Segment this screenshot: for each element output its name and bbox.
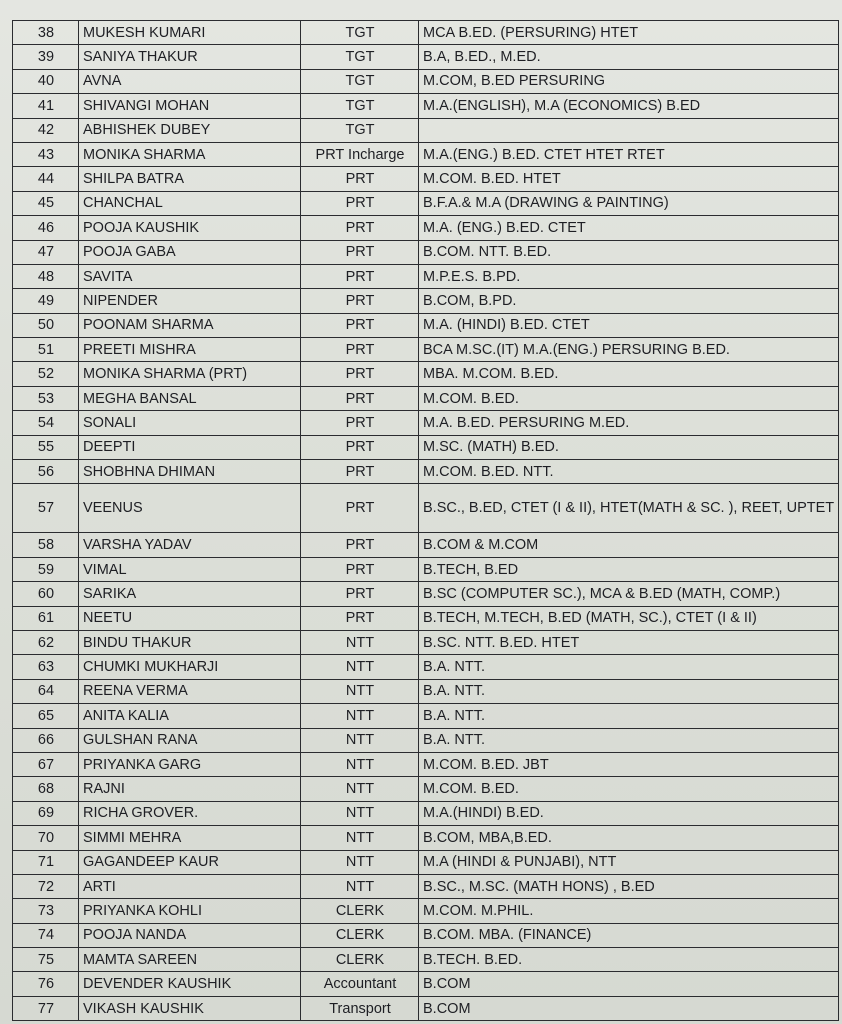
table-row — [13, 362, 839, 386]
qualification-cell: B.TECH. B.ED. — [419, 948, 839, 972]
qualification-cell: M.A. (ENG.) B.ED. CTET — [419, 216, 839, 240]
post-cell: PRT — [301, 313, 419, 337]
table-row — [13, 850, 839, 874]
qualification-cell: BCA M.SC.(IT) M.A.(ENG.) PERSURING B.ED. — [419, 338, 839, 362]
table-row — [13, 777, 839, 801]
serial-number-cell: 44 — [13, 167, 79, 191]
staff-name-cell: POOJA GABA — [79, 240, 301, 264]
post-cell: NTT — [301, 679, 419, 703]
post-cell: PRT — [301, 557, 419, 581]
table-row — [13, 557, 839, 581]
post-cell: PRT — [301, 167, 419, 191]
table-row — [13, 704, 839, 728]
staff-name-cell: PRIYANKA KOHLI — [79, 899, 301, 923]
qualification-cell: MBA. M.COM. B.ED. — [419, 362, 839, 386]
qualification-cell: M.COM. B.ED. NTT. — [419, 460, 839, 484]
post-cell: PRT — [301, 240, 419, 264]
table-row — [13, 69, 839, 93]
qualification-cell: B.COM. NTT. B.ED. — [419, 240, 839, 264]
table-row — [13, 899, 839, 923]
post-cell: NTT — [301, 801, 419, 825]
qualification-cell: B.SC., B.ED, CTET (I & II), HTET(MATH & SC. ), REET, UPTET — [419, 484, 839, 533]
serial-number-cell: 48 — [13, 264, 79, 288]
qualification-cell: M.COM, B.ED PERSURING — [419, 69, 839, 93]
serial-number-cell: 75 — [13, 948, 79, 972]
serial-number-cell: 57 — [13, 484, 79, 533]
table-row — [13, 386, 839, 410]
staff-name-cell: ABHISHEK DUBEY — [79, 118, 301, 142]
qualification-cell: M.SC. (MATH) B.ED. — [419, 435, 839, 459]
qualification-cell: B.COM, B.PD. — [419, 289, 839, 313]
staff-name-cell: ARTI — [79, 874, 301, 898]
post-cell: TGT — [301, 69, 419, 93]
post-cell: PRT — [301, 216, 419, 240]
serial-number-cell: 77 — [13, 996, 79, 1020]
post-cell: NTT — [301, 850, 419, 874]
staff-name-cell: MONIKA SHARMA — [79, 142, 301, 166]
serial-number-cell: 54 — [13, 411, 79, 435]
table-row — [13, 411, 839, 435]
serial-number-cell: 76 — [13, 972, 79, 996]
serial-number-cell: 50 — [13, 313, 79, 337]
staff-name-cell: DEEPTI — [79, 435, 301, 459]
staff-name-cell: GULSHAN RANA — [79, 728, 301, 752]
serial-number-cell: 51 — [13, 338, 79, 362]
table-row — [13, 167, 839, 191]
post-cell: TGT — [301, 94, 419, 118]
serial-number-cell: 72 — [13, 874, 79, 898]
qualification-cell: B.COM — [419, 972, 839, 996]
qualification-cell: M.COM. B.ED. JBT — [419, 752, 839, 776]
table-row — [13, 826, 839, 850]
post-cell: PRT — [301, 460, 419, 484]
staff-name-cell: CHANCHAL — [79, 191, 301, 215]
staff-table-body — [13, 21, 839, 1021]
staff-name-cell: VEENUS — [79, 484, 301, 533]
table-row — [13, 45, 839, 69]
post-cell: TGT — [301, 118, 419, 142]
table-row — [13, 216, 839, 240]
serial-number-cell: 42 — [13, 118, 79, 142]
qualification-cell: B.SC (COMPUTER SC.), MCA & B.ED (MATH, COMP.) — [419, 582, 839, 606]
serial-number-cell: 65 — [13, 704, 79, 728]
qualification-cell: M.COM. B.ED. HTET — [419, 167, 839, 191]
serial-number-cell: 60 — [13, 582, 79, 606]
table-row — [13, 582, 839, 606]
qualification-cell: M.A.(ENGLISH), M.A (ECONOMICS) B.ED — [419, 94, 839, 118]
post-cell: PRT — [301, 362, 419, 386]
table-row — [13, 801, 839, 825]
serial-number-cell: 71 — [13, 850, 79, 874]
post-cell: PRT Incharge — [301, 142, 419, 166]
staff-name-cell: RICHA GROVER. — [79, 801, 301, 825]
table-row — [13, 460, 839, 484]
qualification-cell: B.SC. NTT. B.ED. HTET — [419, 630, 839, 654]
serial-number-cell: 38 — [13, 21, 79, 45]
serial-number-cell: 61 — [13, 606, 79, 630]
staff-name-cell: NIPENDER — [79, 289, 301, 313]
post-cell: Transport — [301, 996, 419, 1020]
table-row — [13, 533, 839, 557]
qualification-cell: M.P.E.S. B.PD. — [419, 264, 839, 288]
qualification-cell: M.COM. B.ED. — [419, 777, 839, 801]
post-cell: PRT — [301, 411, 419, 435]
qualification-cell: B.A. NTT. — [419, 679, 839, 703]
serial-number-cell: 62 — [13, 630, 79, 654]
staff-name-cell: POOJA KAUSHIK — [79, 216, 301, 240]
table-row — [13, 435, 839, 459]
staff-name-cell: REENA VERMA — [79, 679, 301, 703]
serial-number-cell: 73 — [13, 899, 79, 923]
table-row — [13, 874, 839, 898]
table-row — [13, 289, 839, 313]
staff-name-cell: VARSHA YADAV — [79, 533, 301, 557]
post-cell: PRT — [301, 435, 419, 459]
serial-number-cell: 39 — [13, 45, 79, 69]
staff-name-cell: MUKESH KUMARI — [79, 21, 301, 45]
serial-number-cell: 47 — [13, 240, 79, 264]
table-row — [13, 264, 839, 288]
staff-name-cell: POOJA NANDA — [79, 923, 301, 947]
table-row — [13, 752, 839, 776]
qualification-cell: B.COM. MBA. (FINANCE) — [419, 923, 839, 947]
post-cell: CLERK — [301, 899, 419, 923]
staff-name-cell: SHOBHNA DHIMAN — [79, 460, 301, 484]
post-cell: PRT — [301, 582, 419, 606]
qualification-cell: B.TECH, B.ED — [419, 557, 839, 581]
table-row — [13, 94, 839, 118]
staff-table — [12, 20, 839, 1021]
serial-number-cell: 53 — [13, 386, 79, 410]
serial-number-cell: 41 — [13, 94, 79, 118]
serial-number-cell: 46 — [13, 216, 79, 240]
table-row — [13, 923, 839, 947]
post-cell: PRT — [301, 289, 419, 313]
serial-number-cell: 70 — [13, 826, 79, 850]
staff-name-cell: VIMAL — [79, 557, 301, 581]
staff-name-cell: SHILPA BATRA — [79, 167, 301, 191]
staff-name-cell: CHUMKI MUKHARJI — [79, 655, 301, 679]
post-cell: NTT — [301, 655, 419, 679]
qualification-cell: B.A. NTT. — [419, 728, 839, 752]
qualification-cell: B.SC., M.SC. (MATH HONS) , B.ED — [419, 874, 839, 898]
table-row — [13, 240, 839, 264]
serial-number-cell: 58 — [13, 533, 79, 557]
table-row — [13, 606, 839, 630]
post-cell: PRT — [301, 386, 419, 410]
staff-name-cell: SAVITA — [79, 264, 301, 288]
staff-name-cell: SARIKA — [79, 582, 301, 606]
post-cell: NTT — [301, 704, 419, 728]
qualification-cell: B.COM — [419, 996, 839, 1020]
qualification-cell — [419, 118, 839, 142]
post-cell: Accountant — [301, 972, 419, 996]
table-row — [13, 21, 839, 45]
qualification-cell: M.COM. M.PHIL. — [419, 899, 839, 923]
post-cell: PRT — [301, 484, 419, 533]
table-row — [13, 728, 839, 752]
post-cell: NTT — [301, 630, 419, 654]
serial-number-cell: 59 — [13, 557, 79, 581]
post-cell: CLERK — [301, 923, 419, 947]
serial-number-cell: 56 — [13, 460, 79, 484]
qualification-cell: M.A. (HINDI) B.ED. CTET — [419, 313, 839, 337]
serial-number-cell: 63 — [13, 655, 79, 679]
post-cell: PRT — [301, 606, 419, 630]
serial-number-cell: 68 — [13, 777, 79, 801]
table-row — [13, 972, 839, 996]
table-row — [13, 679, 839, 703]
post-cell: CLERK — [301, 948, 419, 972]
serial-number-cell: 49 — [13, 289, 79, 313]
qualification-cell: B.TECH, M.TECH, B.ED (MATH, SC.), CTET (I & II) — [419, 606, 839, 630]
serial-number-cell: 69 — [13, 801, 79, 825]
table-row — [13, 338, 839, 362]
post-cell: NTT — [301, 777, 419, 801]
staff-name-cell: DEVENDER KAUSHIK — [79, 972, 301, 996]
table-row — [13, 191, 839, 215]
qualification-cell: B.F.A.& M.A (DRAWING & PAINTING) — [419, 191, 839, 215]
qualification-cell: B.A. NTT. — [419, 655, 839, 679]
serial-number-cell: 43 — [13, 142, 79, 166]
staff-name-cell: BINDU THAKUR — [79, 630, 301, 654]
post-cell: TGT — [301, 21, 419, 45]
qualification-cell: B.A, B.ED., M.ED. — [419, 45, 839, 69]
staff-name-cell: ANITA KALIA — [79, 704, 301, 728]
table-row — [13, 118, 839, 142]
post-cell: TGT — [301, 45, 419, 69]
qualification-cell: M.A (HINDI & PUNJABI), NTT — [419, 850, 839, 874]
staff-name-cell: VIKASH KAUSHIK — [79, 996, 301, 1020]
post-cell: NTT — [301, 752, 419, 776]
table-row — [13, 142, 839, 166]
qualification-cell: M.A.(ENG.) B.ED. CTET HTET RTET — [419, 142, 839, 166]
serial-number-cell: 52 — [13, 362, 79, 386]
serial-number-cell: 64 — [13, 679, 79, 703]
qualification-cell: B.A. NTT. — [419, 704, 839, 728]
serial-number-cell: 74 — [13, 923, 79, 947]
serial-number-cell: 45 — [13, 191, 79, 215]
qualification-cell: M.COM. B.ED. — [419, 386, 839, 410]
table-row — [13, 655, 839, 679]
staff-name-cell: SONALI — [79, 411, 301, 435]
qualification-cell: MCA B.ED. (PERSURING) HTET — [419, 21, 839, 45]
staff-name-cell: MONIKA SHARMA (PRT) — [79, 362, 301, 386]
serial-number-cell: 55 — [13, 435, 79, 459]
staff-name-cell: RAJNI — [79, 777, 301, 801]
qualification-cell: B.COM & M.COM — [419, 533, 839, 557]
table-row — [13, 313, 839, 337]
table-row — [13, 484, 839, 533]
post-cell: PRT — [301, 191, 419, 215]
post-cell: PRT — [301, 264, 419, 288]
table-row — [13, 948, 839, 972]
staff-name-cell: MAMTA SAREEN — [79, 948, 301, 972]
post-cell: NTT — [301, 874, 419, 898]
staff-name-cell: MEGHA BANSAL — [79, 386, 301, 410]
staff-name-cell: AVNA — [79, 69, 301, 93]
post-cell: NTT — [301, 728, 419, 752]
table-row — [13, 996, 839, 1020]
staff-name-cell: SHIVANGI MOHAN — [79, 94, 301, 118]
post-cell: NTT — [301, 826, 419, 850]
table-row — [13, 630, 839, 654]
qualification-cell: M.A. B.ED. PERSURING M.ED. — [419, 411, 839, 435]
serial-number-cell: 67 — [13, 752, 79, 776]
serial-number-cell: 66 — [13, 728, 79, 752]
staff-name-cell: POONAM SHARMA — [79, 313, 301, 337]
staff-name-cell: PRIYANKA GARG — [79, 752, 301, 776]
staff-name-cell: GAGANDEEP KAUR — [79, 850, 301, 874]
staff-name-cell: SANIYA THAKUR — [79, 45, 301, 69]
staff-name-cell: PREETI MISHRA — [79, 338, 301, 362]
post-cell: PRT — [301, 338, 419, 362]
qualification-cell: M.A.(HINDI) B.ED. — [419, 801, 839, 825]
serial-number-cell: 40 — [13, 69, 79, 93]
post-cell: PRT — [301, 533, 419, 557]
staff-name-cell: SIMMI MEHRA — [79, 826, 301, 850]
staff-name-cell: NEETU — [79, 606, 301, 630]
qualification-cell: B.COM, MBA,B.ED. — [419, 826, 839, 850]
